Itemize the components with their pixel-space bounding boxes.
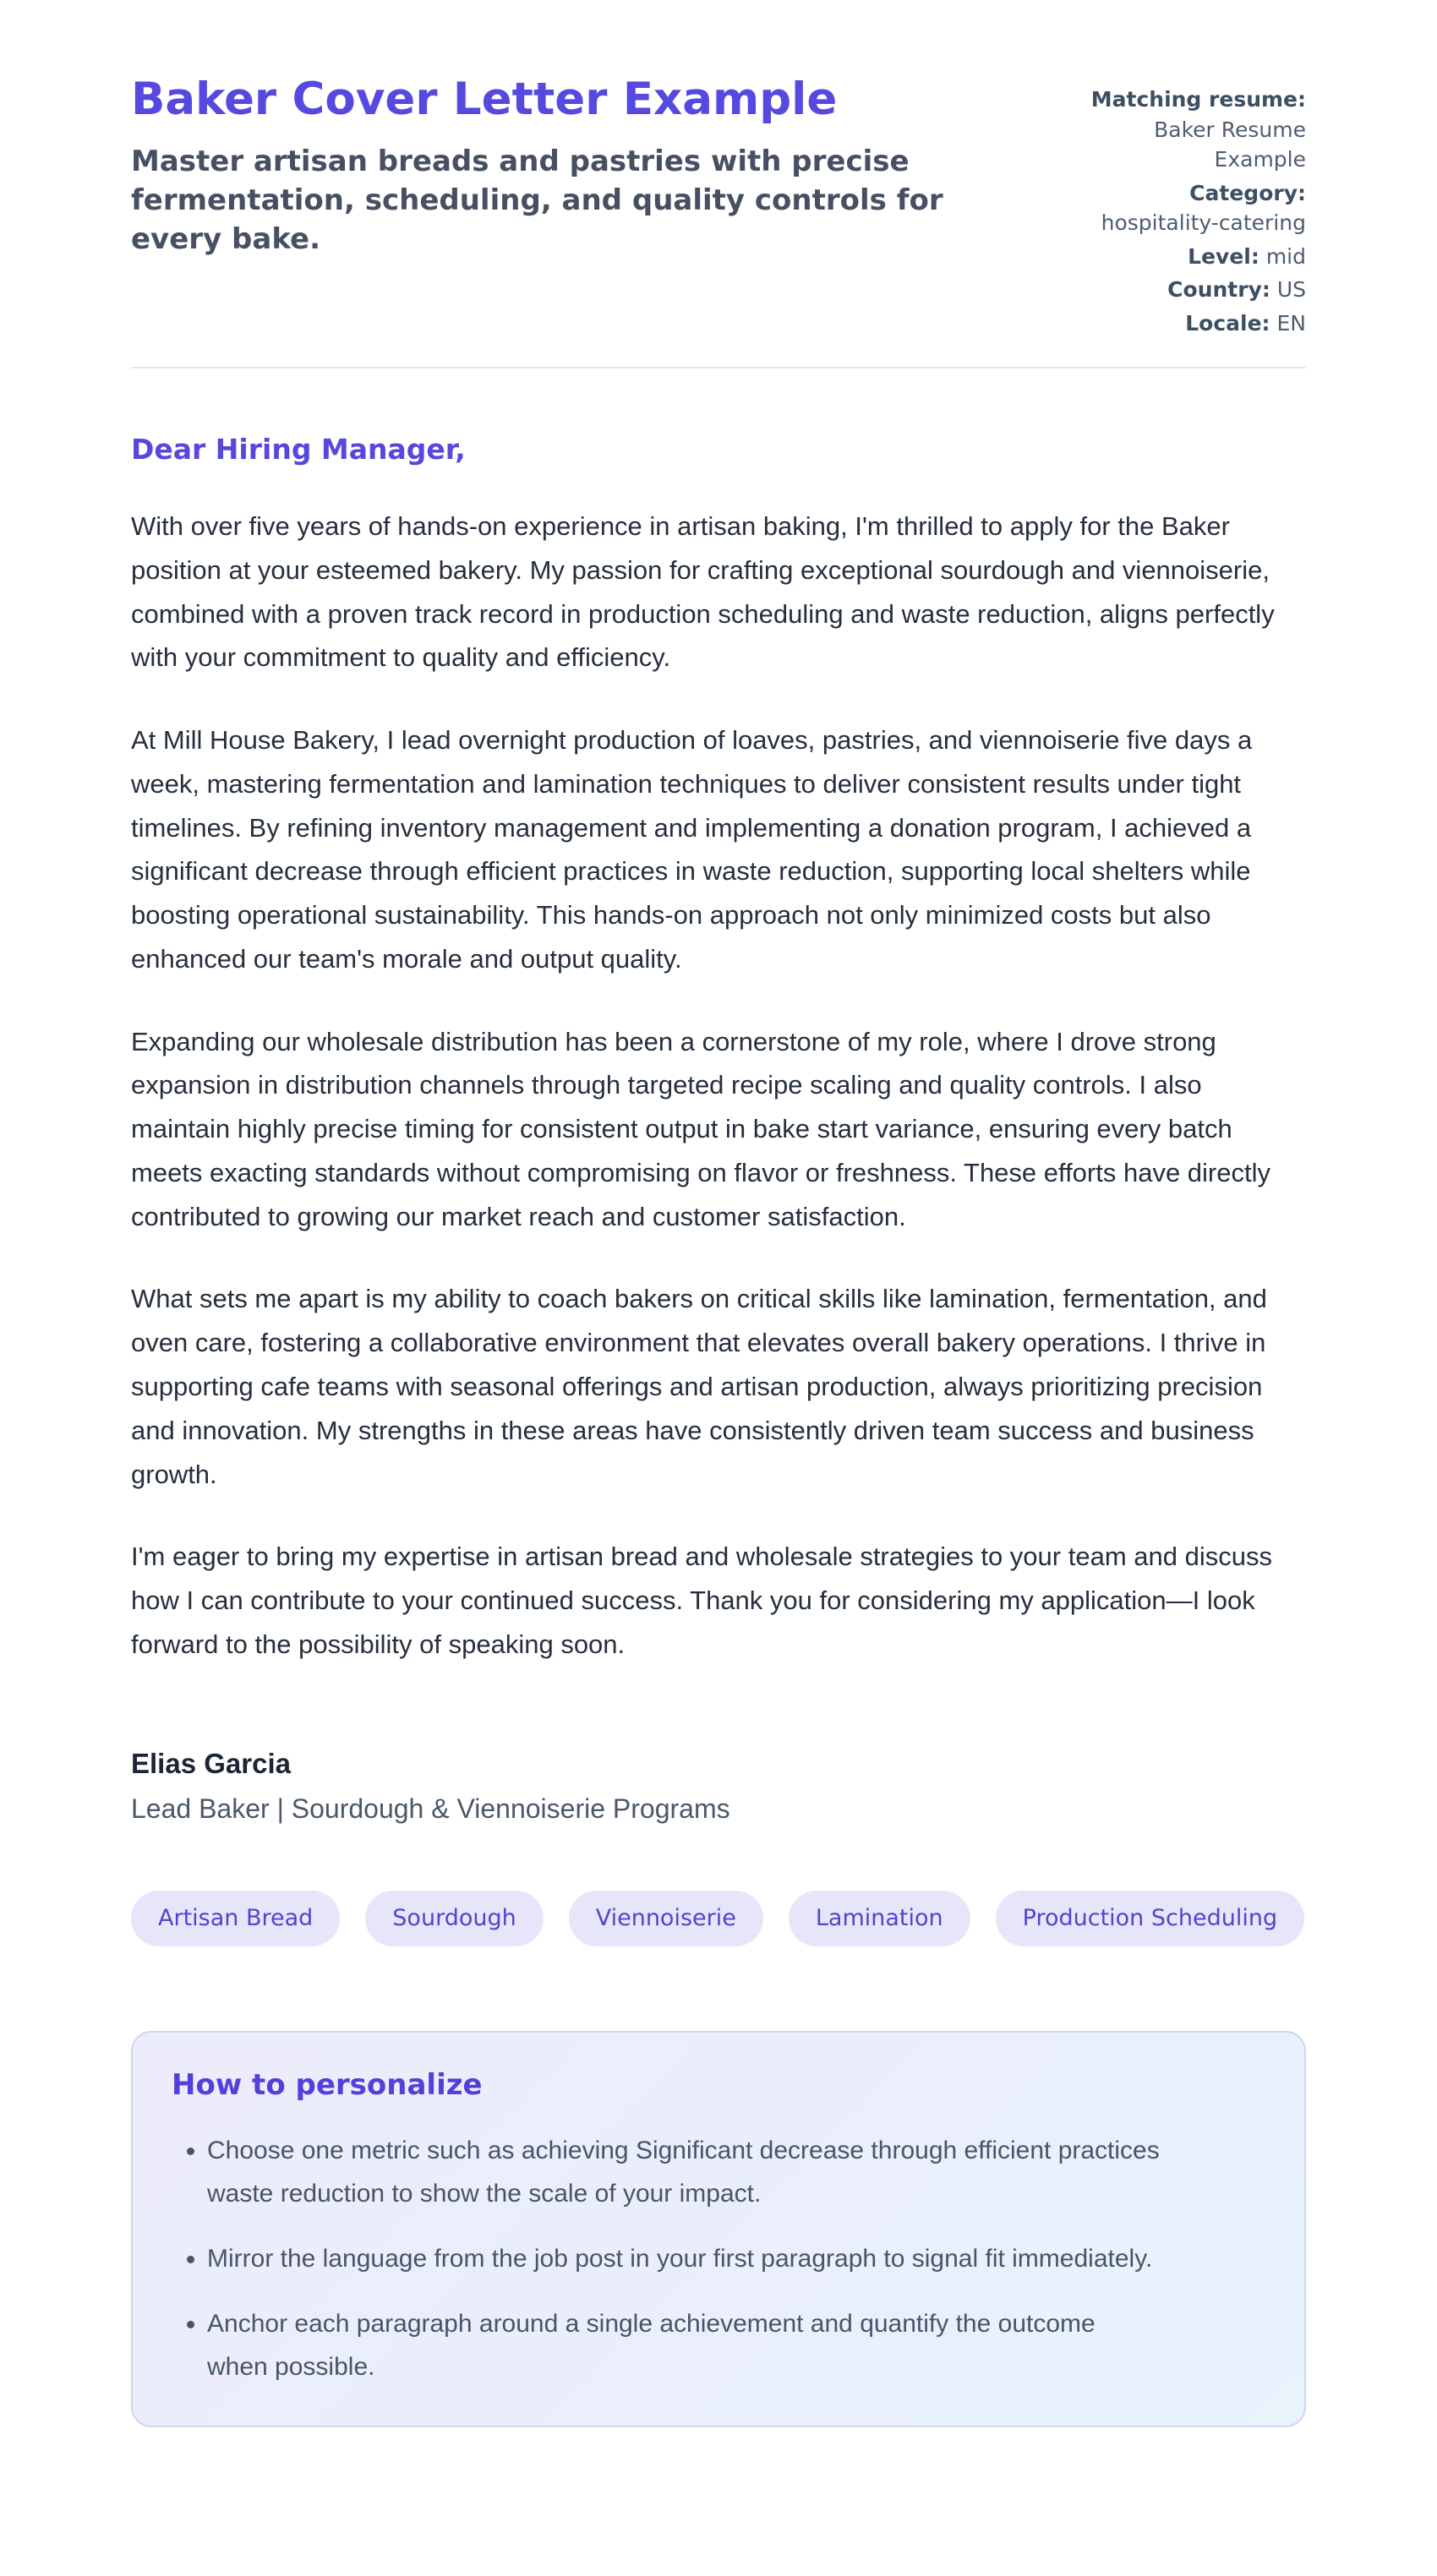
meta-value: mid — [1265, 243, 1306, 269]
signature-name: Elias Garcia — [131, 1747, 291, 1779]
tag-viennoiserie[interactable]: Viennoiserie — [569, 1891, 763, 1946]
meta-value: US — [1276, 277, 1306, 302]
personalize-callout — [131, 2031, 1306, 2427]
signature-block — [131, 1748, 1306, 1825]
callout-bullet-list — [172, 2129, 1265, 2388]
meta-item-matching-resume — [1079, 85, 1306, 175]
meta-item-level — [1079, 242, 1306, 272]
meta-item-locale — [1079, 308, 1306, 339]
meta-panel — [1079, 74, 1306, 341]
signature-role: Lead Baker | Sourdough & Viennoiserie Programs — [131, 1793, 730, 1824]
header-divider — [131, 367, 1306, 368]
tag-production-scheduling[interactable]: Production Scheduling — [996, 1891, 1304, 1946]
page-subtitle: Master artisan breads and pastries with precise fermentation, scheduling, and quality controls for every bake. — [131, 144, 943, 256]
page-title: Baker Cover Letter Example — [131, 74, 838, 125]
letter-paragraph: I'm eager to bring my expertise in artisan bread and wholesale strategies to your team and discuss how I can contribute to your continued success. Thank you for considering my application—I look forward to the possibility of speaking soon. — [131, 1542, 1272, 1659]
header-titles — [131, 74, 1046, 259]
meta-label: Category: — [1189, 180, 1306, 205]
letter-paragraph: At Mill House Bakery, I lead overnight production of loaves, pastries, and viennoiserie five days a week, mastering fermentation and lamination techniques to deliver consistent results under tight timelines. By refining inventory management and implementing a donation program, I achieved a significant decrease through efficient practices in waste reduction, supporting local shelters while boosting operational sustainability. This hands-on approach not only minimized costs but also enhanced our team's morale and output quality. — [131, 725, 1253, 974]
tag-sourdough[interactable]: Sourdough — [365, 1891, 543, 1946]
meta-label: Matching resume: — [1090, 87, 1306, 112]
meta-value: EN — [1276, 310, 1306, 336]
letter-paragraph: What sets me apart is my ability to coach bakers on critical skills like lamination, fermentation, and oven care, fostering a collaborative environment that elevates overall bakery operations. I thrive in supporting cafe teams with seasonal offerings and artisan production, always prioritizing precision and innovation. My strengths in these areas have consistently driven team success and business growth. — [131, 1284, 1267, 1489]
callout-bullet: • Anchor each paragraph around a single achievement and quantify the outcome when possible. — [207, 2302, 1162, 2388]
meta-label: Locale: — [1185, 310, 1270, 336]
meta-label: Level: — [1188, 243, 1259, 269]
letter-salutation: Dear Hiring Manager, — [131, 433, 466, 466]
tag-artisan-bread[interactable]: Artisan Bread — [131, 1891, 340, 1946]
meta-value: hospitality-catering — [1101, 210, 1306, 235]
callout-bullet: • Choose one metric such as achieving Significant decrease through efficient practices waste reduction to show the scale of your impact. — [207, 2129, 1162, 2215]
skill-tags — [131, 1891, 1306, 1946]
tag-lamination[interactable]: Lamination — [789, 1891, 970, 1946]
cover-letter-body — [131, 433, 1306, 1667]
letter-paragraph: With over five years of hands-on experience in artisan baking, I'm thrilled to apply for the Baker position at your esteemed bakery. My passion for crafting exceptional sourdough and viennoiserie, combined with a proven track record in production scheduling and waste reduction, aligns perfectly with your commitment to quality and efficiency. — [131, 511, 1275, 673]
meta-item-category — [1079, 178, 1306, 238]
header — [131, 74, 1306, 341]
letter-paragraph: Expanding our wholesale distribution has been a cornerstone of my role, where I drove strong expansion in distribution channels through targeted recipe scaling and quality controls. I also maintain highly precise timing for consistent output in bake start variance, ensuring every batch meets exacting standards without compromising on flavor or freshness. These efforts have directly contributed to growing our market reach and customer satisfaction. — [131, 1026, 1271, 1231]
meta-label: Country: — [1167, 277, 1270, 302]
meta-value: Baker Resume Example — [1154, 117, 1306, 172]
meta-item-country — [1079, 275, 1306, 305]
callout-bullet: • Mirror the language from the job post in your first paragraph to signal fit immediately. — [207, 2237, 1162, 2280]
callout-heading: How to personalize — [172, 2067, 483, 2102]
